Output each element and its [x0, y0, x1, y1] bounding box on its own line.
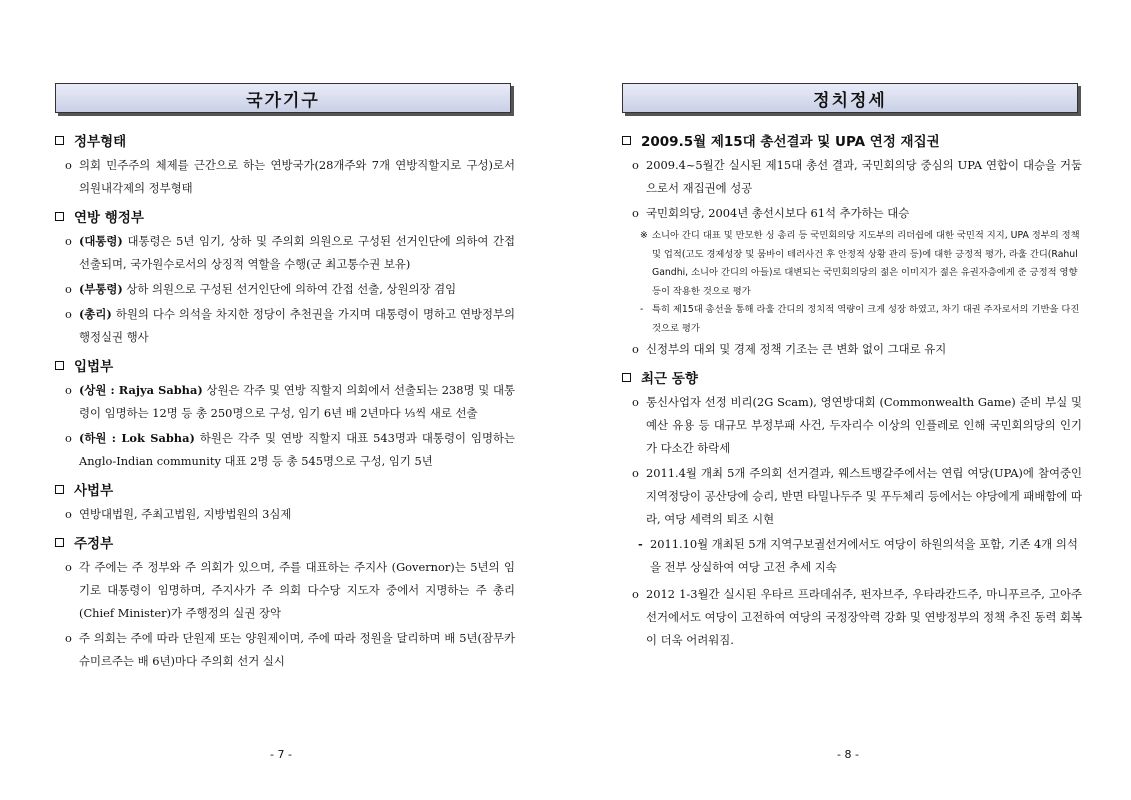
- item-label: (상원 : Rajya Sabha): [79, 383, 203, 397]
- page-title: 국가기구: [55, 83, 511, 113]
- item-label: (대통령): [79, 234, 123, 248]
- section-heading: 최근 동향: [622, 367, 1082, 387]
- dash-item: - 2011.10월 개최된 5개 지역구보궐선거에서도 여당이 하원의석을 포함, 기존 4개 의석을 전부 상실하여 여당 고전 추세 지속: [638, 537, 1078, 574]
- list-item: o (부통령) 상하 의원으로 구성된 선거인단에 의하여 간접 선출, 상원의장 겸임: [65, 282, 457, 296]
- section-heading: 2009.5월 제15대 총선결과 및 UPA 연정 재집권: [622, 130, 1082, 150]
- list-item: o 의회 민주주의 체제를 근간으로 하는 연방국가(28개주와 7개 연방직할지로 구성)로서 의원내각제의 정부형태: [65, 158, 515, 195]
- section-heading: 입법부: [55, 355, 515, 375]
- page-number: - 7 -: [270, 748, 292, 761]
- section-heading: 연방 행정부: [55, 206, 515, 226]
- square-bullet-icon: [55, 212, 64, 221]
- right-page: [622, 0, 1082, 800]
- square-bullet-icon: [55, 136, 64, 145]
- list-item: o 2012 1-3월간 실시된 우타르 프라데쉬주, 펀자브주, 우타라칸드주, 마니푸르주, 고아주 선거에서도 여당이 고전하여 여당의 국정장악력 강화 및 연방정부의 정책 추진 동력 회복이 더욱 어려워짐.: [632, 587, 1082, 647]
- list-item: o 주 의회는 주에 따라 단원제 또는 양원제이며, 주에 따라 정원을 달리하며 배 5년(잠무카슈미르주는 배 6년)마다 주의회 선거 실시: [65, 631, 515, 668]
- square-bullet-icon: [622, 373, 631, 382]
- footnote: ※ 소니아 간디 대표 및 만모한 싱 총리 등 국민회의당 지도부의 리더쉽에 대한 국민적 지지, UPA 정부의 정책 및 업적(고도 경제성장 및 뭄바이 테러사건 후 안정적 상황 관리 등)에 대한 긍정적 평가, 라훌 간디(Rahul Gandhi, 소니아 간디의 아들)로 대변되는 국민회의당의 젊은 이미지가 젊은 유권자층에게 준 긍정적 영향 등이 작용한 것으로 평가: [640, 230, 1080, 297]
- item-label: (하원 : Lok Sabha): [79, 431, 195, 445]
- list-item: o (하원 : Lok Sabha) 하원은 각주 및 연방 직할지 대표 543명과 대통령이 임명하는 Anglo-Indian community 대표 2명 등 총 545명으로 구성, 임기 5년: [65, 431, 515, 468]
- item-label: (부통령): [79, 282, 123, 296]
- list-item: o 2009.4~5월간 실시된 제15대 총선 결과, 국민회의당 중심의 UPA 연합이 대승을 거둠으로서 재집권에 성공: [632, 158, 1082, 195]
- section-heading: 사법부: [55, 479, 515, 499]
- list-item: o (대통령) 대통령은 5년 임기, 상하 및 주의회 의원으로 구성된 선거인단에 의하여 간접 선출되며, 국가원수로서의 상징적 역할을 수행(군 최고통수권 보유): [65, 234, 516, 271]
- section-heading: 주정부: [55, 532, 515, 552]
- left-content: [55, 124, 515, 675]
- square-bullet-icon: [55, 361, 64, 370]
- page-number: - 8 -: [837, 748, 859, 761]
- left-page: [55, 0, 515, 800]
- square-bullet-icon: [55, 485, 64, 494]
- list-item: o 2011.4월 개최 5개 주의회 선거결과, 웨스트뱅갈주에서는 연립 여당(UPA)에 참여중인 지역정당이 공산당에 승리, 반면 타밀나두주 및 푸두체리 등에서는 야당에게 패배함에 따라, 여당 세력의 퇴조 시현: [632, 466, 1082, 526]
- square-bullet-icon: [55, 538, 64, 547]
- list-item: o 신정부의 대외 및 경제 정책 기조는 큰 변화 없이 그대로 유지: [632, 342, 947, 356]
- list-item: o 국민회의당, 2004년 총선시보다 61석 추가하는 대승: [632, 206, 910, 220]
- list-item: o 연방대법원, 주최고법원, 지방법원의 3심제: [65, 507, 292, 521]
- item-label: (총리): [79, 307, 112, 321]
- right-content: [622, 124, 1082, 654]
- list-item: o (총리) 하원의 다수 의석을 차지한 정당이 추천권을 가지며 대통령이 명하고 연방정부의 행정실권 행사: [65, 307, 515, 344]
- section-heading: 정부형태: [55, 130, 515, 150]
- list-item: o 각 주에는 주 정부와 주 의회가 있으며, 주를 대표하는 주지사 (Governor)는 5년의 임기로 대통령이 임명하며, 주지사가 주 의회 다수당 지도자 중에서 지명하는 주 총리(Chief Minister)가 주행정의 실권 장악: [65, 560, 515, 620]
- square-bullet-icon: [622, 136, 631, 145]
- footnote-sub: - 특히 제15대 총선을 통해 라훌 간디의 정치적 역량이 크게 성장 하였고, 차기 대권 주자로서의 기반을 다진 것으로 평가: [640, 304, 1080, 334]
- list-item: o 통신사업자 선정 비리(2G Scam), 영연방대회 (Commonwealth Game) 준비 부실 및 예산 유용 등 대규모 부정부패 사건, 두자리수 이상의 인플레로 인해 국민회의당의 인기가 다소간 하락세: [632, 395, 1082, 455]
- page-title: 정치정세: [622, 83, 1078, 113]
- list-item: o (상원 : Rajya Sabha) 상원은 각주 및 연방 직할지 의회에서 선출되는 238명 및 대통령이 임명하는 12명 등 총 250명으로 구성, 임기 6년 배 2년마다 ⅓씩 새로 선출: [65, 383, 515, 420]
